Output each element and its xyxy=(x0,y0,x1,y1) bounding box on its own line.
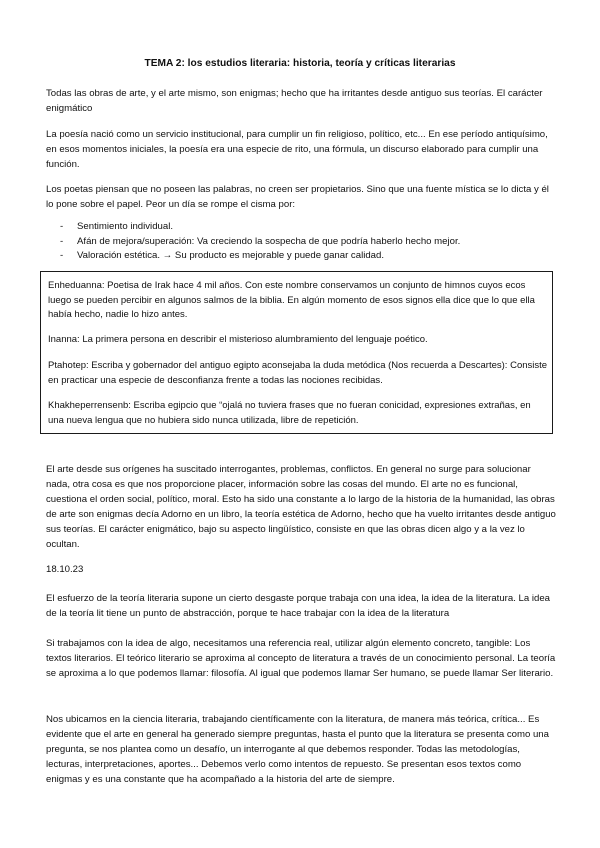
bullet-text: Sentimiento individual. xyxy=(77,221,173,232)
bullet-marker: - xyxy=(60,235,64,247)
bullet-item xyxy=(46,220,556,235)
bullet-list xyxy=(46,220,556,264)
bullet-text: Afán de mejora/superación: Va creciendo la sospecha de que podría haberlo hecho mejor. xyxy=(77,235,461,247)
page-title: TEMA 2: los estudios literaria: historia, teoría y críticas literarias xyxy=(144,58,456,69)
paragraph-literary-theory: El esfuerzo de la teoría literaria supone un cierto desgaste porque trabaja con una idea, la idea de la literatura. La idea de la teoría lit tiene un punto de abstracción, porque te hace trabajar con la idea de la literatura xyxy=(46,593,550,619)
paragraph-poets: Los poetas piensan que no poseen las palabras, no creen ser propietarios. Sino que una fuente mística se lo dicta y él lo pone sobre el papel. Peor un día se rompe el cisma por: xyxy=(46,184,549,210)
bullet-item xyxy=(46,249,556,264)
note-khakheperrensenb: Khakheperrensenb: Escriba egipcio que “ojalá no tuviera frases que no fueran conicidad, expresiones extrañas, en una nueva lengua que no hubiera sido nunca utilizada, libre de repetición. xyxy=(48,400,531,426)
bullet-item xyxy=(46,235,556,250)
paragraph-idea-reference: Si trabajamos con la idea de algo, necesitamos una referencia real, utilizar algún elemento concreto, tangible: Los textos literarios. El teórico literario se aproxima al concepto de literatura a través de un conocimiento personal. La teoría se aproxima a lo que podemos llamar: filosofía. Al igual que podemos llamar Ser humano, se puede llamar Ser literario. xyxy=(46,638,556,679)
paragraph-poetry-origin: La poesía nació como un servicio institucional, para cumplir un fin religioso, político, etc... En ese período antiquísimo, en esos momentos iniciales, la poesía era una especie de rito, una fórmula, un discurso elaborado para cumplir una función. xyxy=(46,129,548,170)
boxed-notes xyxy=(40,271,553,434)
date-heading: 18.10.23 xyxy=(46,564,84,575)
bullet-marker: - xyxy=(60,221,64,232)
bullet-text: Valoración estética. → Su producto es mejorable y puede ganar calidad. xyxy=(77,250,385,261)
note-ptahotep: Ptahotep: Escriba y gobernador del antiguo egipto aconsejaba la duda metódica (Nos recuerda a Descartes): Consiste en practicar una especie de desconfianza frente a todas las nociones recibidas. xyxy=(48,360,548,386)
bullet-marker: - xyxy=(60,250,64,261)
paragraph-literary-science: Nos ubicamos en la ciencia literaria, trabajando científicamente con la literatura, de manera más teórica, crítica... Es evidente que el arte en general ha generado siempre preguntas, hasta el punto que la literatura se presenta como una pregunta, se nos plantea como un desafío, un interrogante al que debemos responder. Todas las metodologías, lecturas, interpretaciones, aportes... Debemos verlo como intentos de repuesto. Se presentan esos textos como enigmas y es una constante que ha acompañado a la historia del arte de siempre. xyxy=(46,714,549,785)
paragraph-art-origins: El arte desde sus orígenes ha suscitado interrogantes, problemas, conflictos. En general no surge para solucionar nada, otra cosa es que nos proporcione placer, información sobre las cosas del mundo. El arte no es funcional, cuestiona el orden social, político, moral. Esto ha sido una constante a lo largo de la historia de la humanidad, las obras de arte son enigmas decía Adorno en un libro, la teoría estética de Adorno, hecho que ha vuelto irritantes desde antiguo sus teorías. El carácter enigmático, bajo su aspecto lingüístico, consiste en que las obras dicen algo y a la vez lo ocultan. xyxy=(46,464,556,550)
paragraph-intro: Todas las obras de arte, y el arte mismo, son enigmas; hecho que ha irritantes desde antiguo sus teorías. El carácter enigmático xyxy=(46,88,543,114)
note-inanna: Inanna: La primera persona en describir el misterioso alumbramiento del lenguaje poético. xyxy=(48,334,428,345)
note-enheduanna: Enheduanna: Poetisa de Irak hace 4 mil años. Con este nombre conservamos un conjunto de himnos cuyos ecos luego se pueden percibir en algunos salmos de la biblia. En algún momento de esos signos ella dice que lo que ella había hecho, nadie lo hizo antes. xyxy=(48,280,535,320)
